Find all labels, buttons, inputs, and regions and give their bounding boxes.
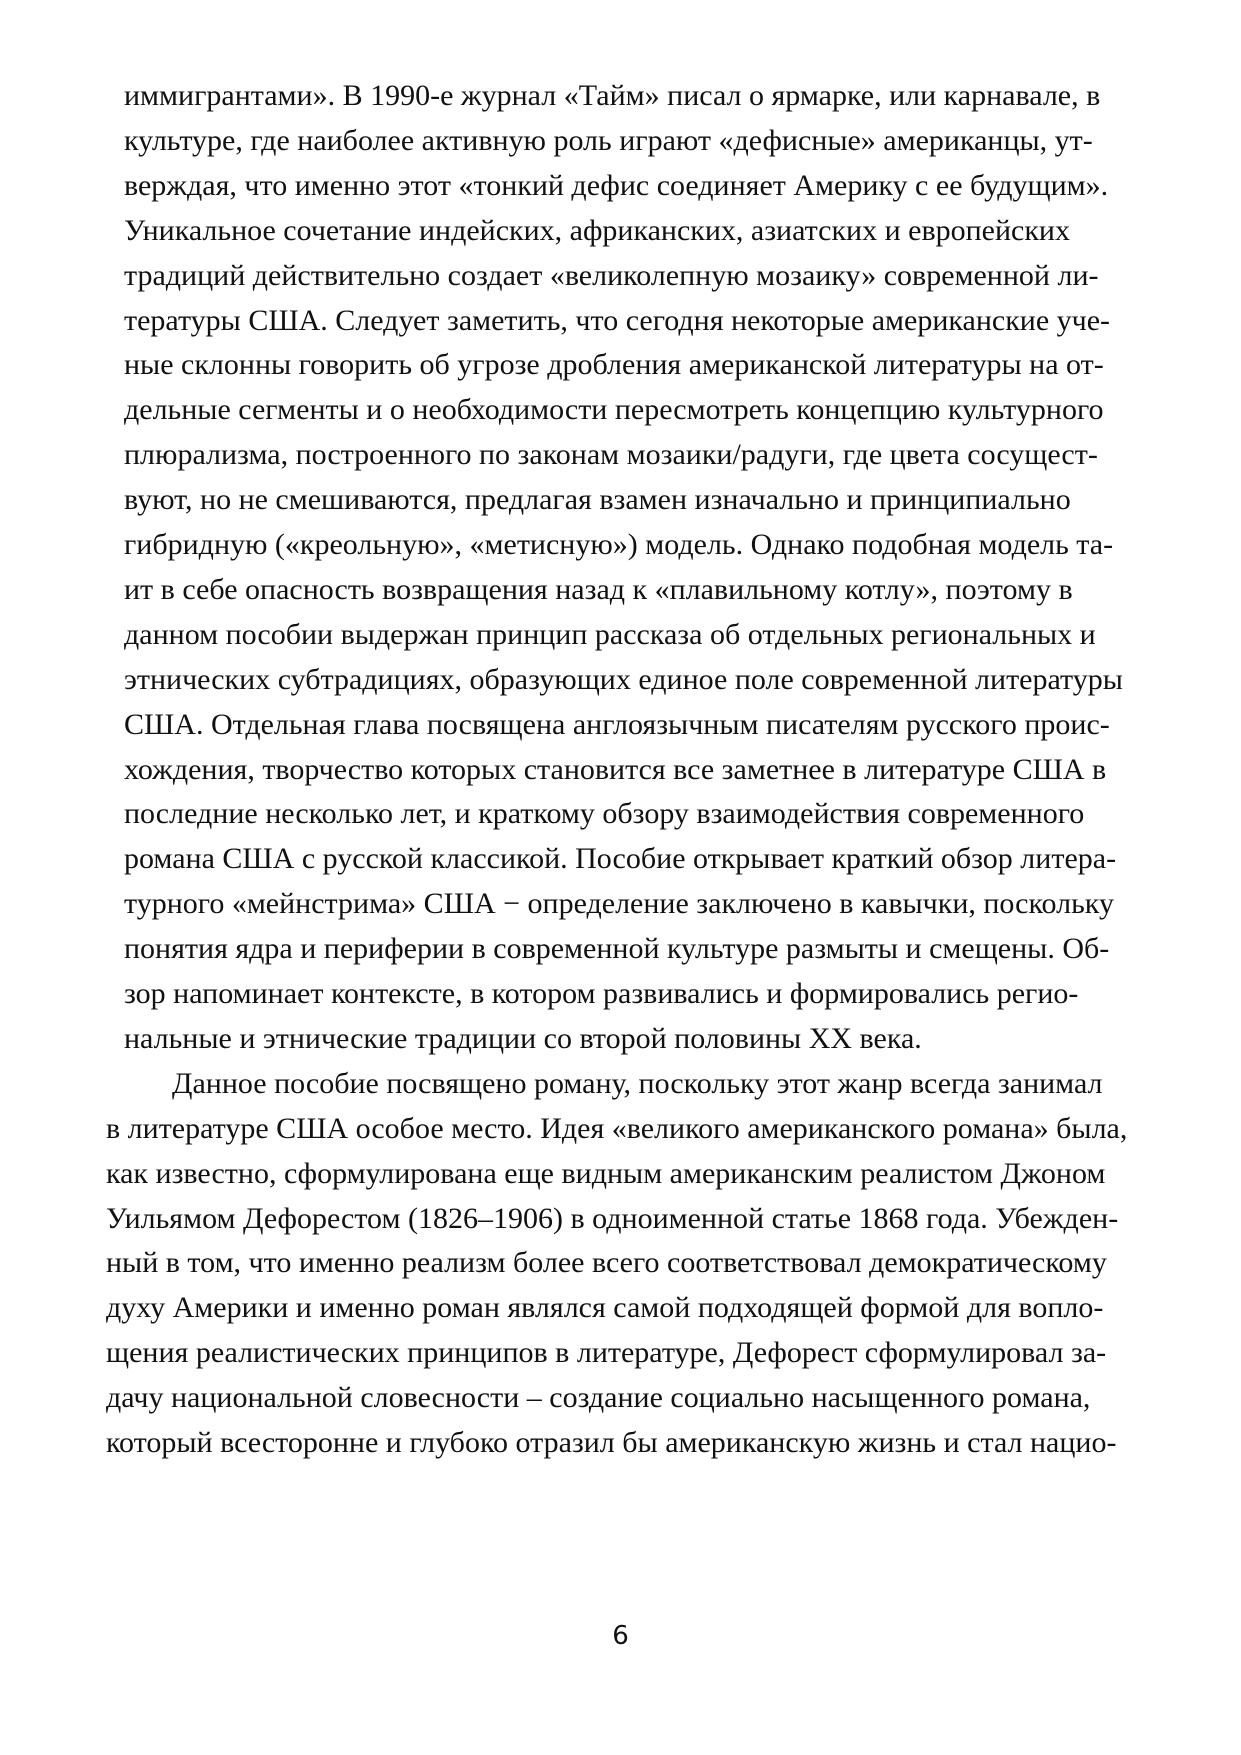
text-line: плюрализма, построенного по законам мозаики/радуги, где цвета сосущест- (124, 438, 1098, 471)
text-line: турного «мейнстрима» США − определение заключено в кавычки, поскольку (124, 887, 1114, 920)
text-line: культуре, где наиболее активную роль играют «дефисные» американцы, ут- (124, 124, 1093, 157)
text-line: ные склонны говорить об угрозе дробления американской литературы на от- (124, 348, 1104, 381)
text-line: Уникальное сочетание индейских, африканских, азиатских и европейских (124, 214, 1070, 247)
text-line: романа США с русской классикой. Пособие открывает краткий обзор литера- (124, 842, 1117, 875)
text-line: США. Отдельная глава посвящена англоязычным писателям русского проис- (124, 708, 1110, 741)
page-number: 6 (612, 1621, 629, 1651)
text-line: верждая, что именно этот «тонкий дефис соединяет Америку с ее будущим». (124, 169, 1109, 202)
text-line: духу Америки и именно роман являлся самой подходящей формой для вопло- (106, 1291, 1104, 1324)
text-line: хождения, творчество которых становится все заметнее в литературе США в (124, 753, 1107, 786)
text-line: нальные и этнические традиции со второй половины XX века. (124, 1022, 922, 1055)
text-line: ит в себе опасность возвращения назад к «плавильному котлу», поэтому в (124, 573, 1073, 606)
text-line: щения реалистических принципов в литературе, Дефорест сформулировал за- (106, 1336, 1107, 1369)
text-line: как известно, сформулирована еще видным американским реалистом Джоном (106, 1157, 1106, 1190)
text-line: вуют, но не смешиваются, предлагая взамен изначально и принципиально (124, 483, 1071, 516)
text-line: зор напоминает контексте, в котором развивались и формировались регио- (124, 977, 1079, 1010)
text-line: дачу национальной словесности – создание социально насыщенного романа, (106, 1381, 1091, 1414)
text-line: Уильямом Дефорестом (1826–1906) в одноименной статье 1868 года. Убежден- (106, 1202, 1119, 1235)
text-line: Данное пособие посвящено роману, поскольку этот жанр всегда занимал (172, 1067, 1103, 1100)
text-line: гибридную («креольную», «метисную») модель. Однако подобная модель та- (124, 528, 1114, 561)
text-line: ный в том, что именно реализм более всего соответствовал демократическому (106, 1246, 1107, 1279)
text-line: тературы США. Следует заметить, что сегодня некоторые американские уче- (124, 304, 1111, 337)
text-line: этнических субтрадициях, образующих единое поле современной литературы (124, 663, 1123, 696)
text-line: последние несколько лет, и краткому обзору взаимодействия современного (124, 797, 1085, 830)
text-line: понятия ядра и периферии в современной культуре размыты и смещены. Об- (124, 932, 1110, 965)
text-line: данном пособии выдержан принцип рассказа об отдельных региональных и (124, 618, 1096, 651)
text-line: в литературе США особое место. Идея «великого американского романа» была, (106, 1112, 1128, 1145)
text-line: дельные сегменты и о необходимости пересмотреть концепцию культурного (124, 393, 1104, 426)
text-line: который всесторонне и глубоко отразил бы американскую жизнь и стал нацио- (106, 1426, 1117, 1459)
text-line: иммигрантами». В 1990-е журнал «Тайм» писал о ярмарке, или карнавале, в (124, 79, 1101, 112)
text-line: традиций действительно создает «великолепную мозаику» современной ли- (124, 259, 1099, 292)
